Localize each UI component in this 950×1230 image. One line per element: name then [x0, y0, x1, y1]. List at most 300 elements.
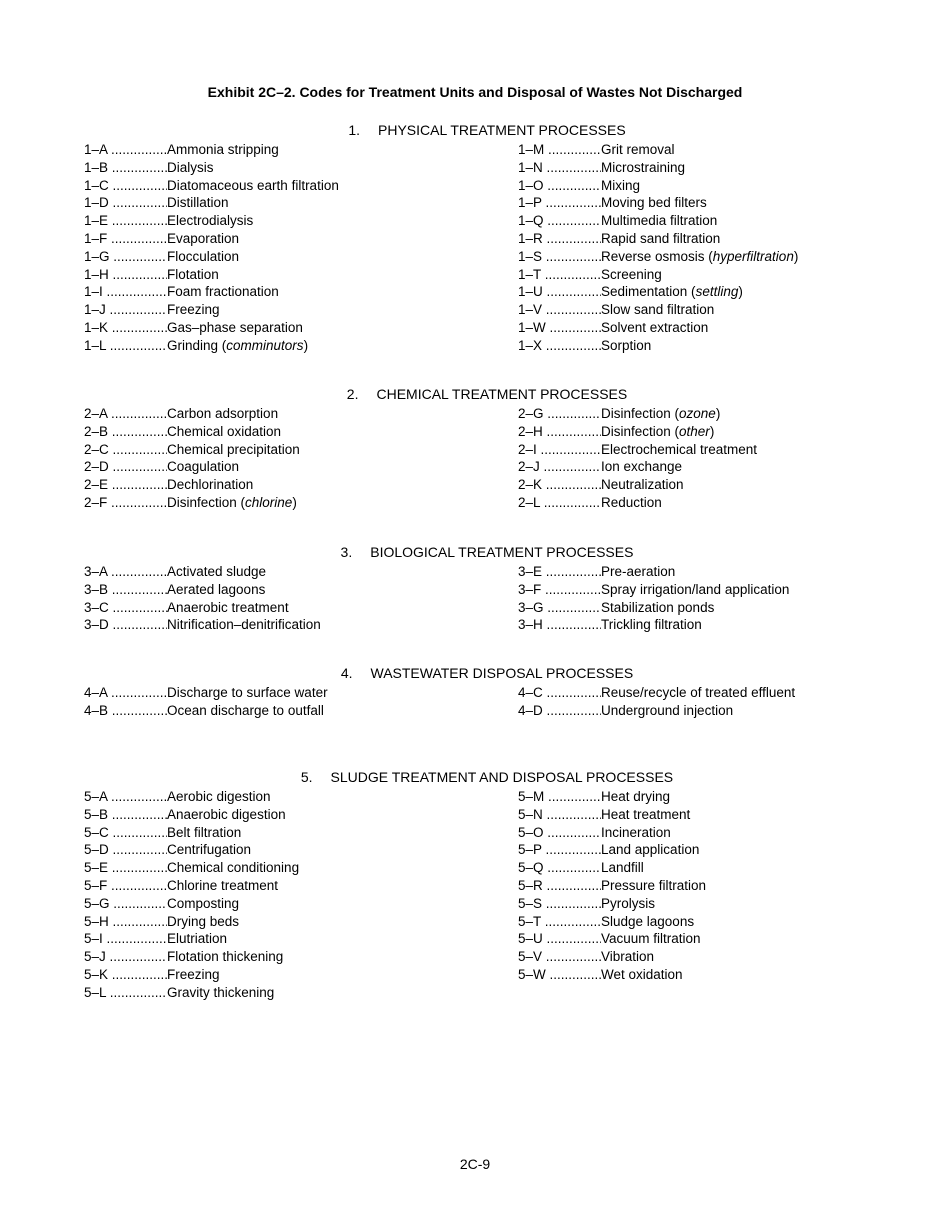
- code-entry: [84, 301, 339, 319]
- entry-label-text: Neutralization: [601, 477, 684, 493]
- entry-label-text: Spray irrigation/land application: [601, 581, 790, 597]
- code-entry: [518, 194, 798, 212]
- section-title: BIOLOGICAL TREATMENT PROCESSES: [370, 544, 634, 560]
- entry-code: 1–E .....: [84, 212, 167, 230]
- entry-label: [601, 563, 675, 581]
- entry-label: [601, 458, 682, 476]
- entry-code: 1–O .....: [518, 177, 601, 195]
- entry-code: 1–N .....: [518, 159, 601, 177]
- entry-code: 5–L .....: [84, 984, 167, 1002]
- entry-label: [167, 806, 286, 824]
- entry-label: [167, 616, 321, 634]
- entry-label: [167, 702, 324, 720]
- entry-label-text: Disinfection (: [167, 494, 246, 510]
- entry-label-text: Reuse/recycle of treated effluent: [601, 685, 796, 700]
- entry-code: 5–J .....: [84, 948, 167, 966]
- entry-label: [167, 337, 308, 355]
- entry-code: 5–P .....: [518, 841, 601, 859]
- page-number: 2C-9: [459, 1156, 491, 1172]
- entry-code: 5–K .....: [84, 966, 167, 984]
- entry-label-text: Foam fractionation: [167, 284, 279, 300]
- code-entry: [84, 599, 321, 617]
- entry-code: 4–B .....: [84, 702, 167, 720]
- entry-label-text: Chemical precipitation: [167, 441, 300, 457]
- entry-label: [167, 441, 300, 459]
- code-entry: [84, 141, 339, 159]
- code-entry: [518, 337, 798, 355]
- section-sludge-treatment: [0, 768, 950, 1002]
- code-entry: [84, 966, 299, 984]
- entry-label-text: Moving bed filters: [601, 195, 707, 211]
- left-column: [84, 141, 339, 355]
- entry-label-text: Trickling filtration: [601, 617, 702, 633]
- right-column: [518, 141, 798, 355]
- section-heading: [12, 664, 950, 682]
- entry-code: 5–V .....: [518, 948, 601, 966]
- entry-code: 5–N .....: [518, 806, 601, 824]
- entry-label-italic: settling: [695, 284, 739, 300]
- entry-label-text: Electrochemical treatment: [601, 441, 758, 457]
- entry-label-italic: ozone: [679, 406, 716, 421]
- entry-label-suffix: ): [715, 406, 721, 421]
- entry-label: [167, 859, 299, 877]
- entry-label: [601, 494, 662, 512]
- entry-label-text: Belt filtration: [167, 824, 242, 840]
- code-entry: [84, 337, 339, 355]
- entry-code: 2–F .....: [84, 494, 167, 512]
- entry-label-text: Vibration: [601, 949, 655, 965]
- entry-label: [601, 476, 684, 494]
- entry-code: 1–V .....: [518, 301, 601, 319]
- code-entry: [84, 458, 300, 476]
- section-title: CHEMICAL TREATMENT PROCESSES: [376, 386, 628, 402]
- right-column: [518, 405, 757, 512]
- code-entry: [518, 266, 798, 284]
- code-entry: [518, 948, 706, 966]
- entry-label-text: Pre-aeration: [601, 564, 676, 579]
- code-entry: [518, 702, 795, 720]
- entry-label: [601, 423, 714, 441]
- code-entry: [518, 405, 757, 423]
- entry-label-text: Reduction: [601, 494, 662, 510]
- entry-code: 4–A .....: [84, 684, 167, 702]
- entry-label: [601, 230, 720, 248]
- entry-label: [167, 141, 279, 159]
- entry-label-text: Stabilization ponds: [601, 599, 715, 615]
- entry-label: [601, 141, 675, 159]
- entry-code: 1–H .....: [84, 266, 167, 284]
- entry-label: [601, 405, 720, 423]
- entry-code: 1–G .....: [84, 248, 167, 266]
- code-entry: [518, 494, 757, 512]
- entry-label-text: Sorption: [601, 337, 652, 353]
- entry-label: [601, 283, 743, 301]
- code-entry: [84, 841, 299, 859]
- entry-label-text: Composting: [167, 895, 240, 911]
- entry-code: 1–L .....: [84, 337, 167, 355]
- entry-label: [167, 212, 253, 230]
- entry-label: [167, 966, 220, 984]
- code-entry: [518, 895, 706, 913]
- entry-label-text: Sludge lagoons: [601, 913, 695, 929]
- entry-label-text: Elutriation: [167, 931, 228, 947]
- code-entry: [518, 966, 706, 984]
- entry-label: [167, 913, 239, 931]
- code-entry: [518, 806, 706, 824]
- entry-label: [167, 895, 239, 913]
- right-column: [518, 563, 789, 634]
- entry-label-text: Freezing: [167, 966, 220, 982]
- entry-label-italic: chlorine: [245, 494, 293, 510]
- code-entry: [84, 230, 339, 248]
- entry-label-text: Gravity thickening: [167, 984, 275, 1000]
- entry-label-text: Aerobic digestion: [167, 789, 271, 804]
- entry-code: 5–G .....: [84, 895, 167, 913]
- entry-code: 2–H .....: [518, 423, 601, 441]
- code-entry: [518, 788, 706, 806]
- entry-label-text: Rapid sand filtration: [601, 230, 721, 246]
- entry-label: [601, 599, 714, 617]
- entry-label: [167, 177, 339, 195]
- entry-code: 1–X .....: [518, 337, 601, 355]
- entry-code: 1–B .....: [84, 159, 167, 177]
- entry-label: [167, 984, 274, 1002]
- entry-label: [167, 824, 241, 842]
- entry-label: [601, 301, 714, 319]
- entry-label-text: Flocculation: [167, 248, 240, 264]
- entry-code: 1–S .....: [518, 248, 601, 266]
- entry-label-text: Flotation thickening: [167, 949, 284, 965]
- section-title: SLUDGE TREATMENT AND DISPOSAL PROCESSES: [330, 769, 674, 785]
- entry-label-suffix: ): [303, 337, 309, 353]
- code-entry: [518, 616, 789, 634]
- code-entry: [518, 599, 789, 617]
- code-entry: [84, 930, 299, 948]
- entry-label-italic: other: [679, 423, 710, 439]
- entry-label-text: Flotation: [167, 266, 219, 282]
- entry-code: 1–J .....: [84, 301, 167, 319]
- entry-label: [601, 177, 640, 195]
- entry-label: [601, 194, 707, 212]
- entry-label-text: Sedimentation (: [601, 284, 696, 300]
- entry-label: [167, 930, 227, 948]
- code-entry: [84, 405, 300, 423]
- code-entry: [84, 177, 339, 195]
- section-number: 4.: [340, 665, 353, 681]
- entry-label-text: Grit removal: [601, 142, 675, 157]
- entry-label-text: Solvent extraction: [601, 319, 709, 335]
- entry-label: [601, 212, 717, 230]
- code-entry: [84, 948, 299, 966]
- entry-code: 5–C .....: [84, 824, 167, 842]
- code-entry: [84, 266, 339, 284]
- entry-label-suffix: ): [292, 494, 297, 510]
- entry-label-italic: comminutors: [226, 337, 304, 353]
- code-entry: [84, 194, 339, 212]
- entry-code: 1–P .....: [518, 194, 601, 212]
- entry-label-text: Coagulation: [167, 459, 240, 475]
- right-column: [518, 684, 795, 720]
- code-entry: [518, 248, 798, 266]
- code-entry: [518, 913, 706, 931]
- entry-code: 3–D .....: [84, 616, 167, 634]
- entry-label: [167, 230, 239, 248]
- entry-label: [601, 616, 702, 634]
- code-entry: [84, 788, 299, 806]
- entry-label: [167, 599, 289, 617]
- entry-label: [167, 877, 278, 895]
- code-entry: [518, 283, 798, 301]
- code-entry: [84, 494, 300, 512]
- entry-code: 2–E .....: [84, 476, 167, 494]
- entry-label-italic: hyperfiltration: [712, 248, 794, 264]
- entry-label-text: Centrifugation: [167, 842, 252, 858]
- section-number: 1.: [348, 122, 361, 138]
- entry-code: 5–O .....: [518, 824, 601, 842]
- entry-code: 5–D .....: [84, 841, 167, 859]
- code-entry: [84, 616, 321, 634]
- left-column: [84, 684, 328, 720]
- entry-label-text: Gas–phase separation: [167, 319, 303, 335]
- entry-label: [601, 859, 644, 877]
- entry-code: 3–F .....: [518, 581, 601, 599]
- entry-label: [601, 319, 708, 337]
- entry-label-text: Vacuum filtration: [601, 931, 701, 947]
- entry-label: [167, 283, 279, 301]
- entry-label-text: Microstraining: [601, 159, 686, 175]
- section-biological-treatment: [0, 543, 950, 635]
- entry-code: 2–D .....: [84, 458, 167, 476]
- entry-label-text: Anaerobic digestion: [167, 806, 286, 822]
- code-entry: [84, 877, 299, 895]
- entry-label-text: Underground injection: [601, 702, 734, 718]
- entry-code: 2–C .....: [84, 441, 167, 459]
- code-entry: [518, 458, 757, 476]
- entry-code: 1–D .....: [84, 194, 167, 212]
- entry-label: [601, 788, 670, 806]
- left-column: [84, 563, 321, 634]
- entry-code: 5–E .....: [84, 859, 167, 877]
- entry-code: 4–C .....: [518, 684, 601, 702]
- entry-code: 3–B .....: [84, 581, 167, 599]
- entry-label-text: Pressure filtration: [601, 877, 707, 893]
- code-entry: [518, 877, 706, 895]
- entry-label-text: Grinding (: [167, 337, 227, 353]
- entry-label-text: Chlorine treatment: [167, 877, 279, 893]
- code-entry: [84, 248, 339, 266]
- entry-code: 1–A .....: [84, 141, 167, 159]
- entry-code: 1–W .....: [518, 319, 601, 337]
- section-chemical-treatment: [0, 385, 950, 512]
- code-entry: [84, 859, 299, 877]
- entry-label-text: Activated sludge: [167, 564, 267, 579]
- entry-code: 1–C .....: [84, 177, 167, 195]
- section-heading: [12, 385, 950, 403]
- entry-code: 3–E .....: [518, 563, 601, 581]
- right-column: [518, 788, 706, 984]
- exhibit-title: Exhibit 2C–2. Codes for Treatment Units and Disposal of Wastes Not Discharged: [207, 84, 743, 100]
- entry-label-text: Slow sand filtration: [601, 302, 715, 318]
- entry-label: [601, 841, 699, 859]
- entry-code: 2–G .....: [518, 405, 601, 423]
- code-entry: [84, 159, 339, 177]
- entry-code: 3–H .....: [518, 616, 601, 634]
- entry-label: [601, 159, 685, 177]
- entry-label-text: Distillation: [167, 195, 229, 211]
- entry-label: [601, 266, 662, 284]
- entry-code: 5–I .....: [84, 930, 167, 948]
- entry-label: [167, 684, 328, 702]
- section-heading: [12, 543, 950, 561]
- entry-label: [601, 877, 706, 895]
- entry-label-text: Incineration: [601, 824, 671, 840]
- entry-label-suffix: ): [709, 423, 715, 439]
- code-entry: [84, 913, 299, 931]
- entry-label: [167, 494, 297, 512]
- left-column: [84, 788, 299, 1002]
- entry-label-text: Carbon adsorption: [167, 406, 279, 421]
- entry-label-text: Multimedia filtration: [601, 213, 718, 229]
- entry-label-text: Anaerobic treatment: [167, 599, 289, 615]
- entry-label: [167, 423, 281, 441]
- entry-code: 3–C .....: [84, 599, 167, 617]
- entry-label: [167, 458, 239, 476]
- code-entry: [518, 212, 798, 230]
- entry-code: 1–M .....: [518, 141, 601, 159]
- entry-label-text: Ocean discharge to outfall: [167, 702, 324, 718]
- entry-code: 1–K .....: [84, 319, 167, 337]
- entry-label: [601, 248, 798, 266]
- entry-label-text: Reverse osmosis (: [601, 248, 713, 264]
- section-physical-treatment: [0, 121, 950, 355]
- entry-label: [167, 266, 219, 284]
- code-entry: [518, 841, 706, 859]
- code-entry: [518, 423, 757, 441]
- entry-label-text: Chemical conditioning: [167, 860, 300, 876]
- entry-label: [601, 806, 690, 824]
- entry-code: 3–A .....: [84, 563, 167, 581]
- code-entry: [84, 319, 339, 337]
- entry-label: [601, 824, 671, 842]
- code-entry: [84, 581, 321, 599]
- entry-label: [601, 913, 694, 931]
- entry-label: [167, 319, 303, 337]
- entry-code: 1–R .....: [518, 230, 601, 248]
- entry-label: [601, 337, 651, 355]
- code-entry: [84, 423, 300, 441]
- section-heading: [12, 768, 950, 786]
- entry-label-text: Diatomaceous earth filtration: [167, 177, 339, 193]
- entry-label: [167, 948, 283, 966]
- entry-code: 1–T .....: [518, 266, 601, 284]
- entry-label-text: Drying beds: [167, 913, 240, 929]
- code-entry: [518, 824, 706, 842]
- entry-code: 1–I .....: [84, 283, 167, 301]
- code-entry: [518, 859, 706, 877]
- entry-code: 1–F .....: [84, 230, 167, 248]
- entry-code: 4–D .....: [518, 702, 601, 720]
- entry-code: 2–B .....: [84, 423, 167, 441]
- code-entry: [84, 476, 300, 494]
- entry-code: 5–R .....: [518, 877, 601, 895]
- section-title: WASTEWATER DISPOSAL PROCESSES: [370, 665, 634, 681]
- entry-code: 1–Q .....: [518, 212, 601, 230]
- entry-label: [167, 159, 214, 177]
- code-entry: [84, 984, 299, 1002]
- code-entry: [518, 177, 798, 195]
- code-entry: [84, 702, 328, 720]
- entry-label: [601, 684, 795, 702]
- code-entry: [518, 581, 789, 599]
- code-entry: [518, 563, 789, 581]
- entry-label-text: Freezing: [167, 302, 220, 318]
- entry-label-text: Aerated lagoons: [167, 581, 266, 597]
- entry-code: 2–L .....: [518, 494, 601, 512]
- code-entry: [84, 684, 328, 702]
- entry-label: [167, 581, 265, 599]
- entry-code: 1–U .....: [518, 283, 601, 301]
- entry-label-suffix: ): [738, 284, 743, 300]
- code-entry: [84, 895, 299, 913]
- entry-label-text: Ion exchange: [601, 459, 683, 475]
- entry-code: 5–S .....: [518, 895, 601, 913]
- entry-label-text: Heat treatment: [601, 806, 691, 822]
- entry-label-text: Nitrification–denitrification: [167, 617, 321, 633]
- entry-label: [601, 702, 733, 720]
- section-number: 3.: [340, 544, 353, 560]
- code-entry: [518, 684, 795, 702]
- entry-label: [601, 948, 654, 966]
- entry-label: [167, 301, 220, 319]
- entry-label-text: Chemical oxidation: [167, 423, 282, 439]
- entry-label: [167, 563, 266, 581]
- section-heading: [12, 121, 950, 139]
- entry-label: [167, 476, 253, 494]
- code-entry: [518, 476, 757, 494]
- entry-label-text: Ammonia stripping: [167, 142, 279, 157]
- entry-label-text: Dechlorination: [167, 477, 254, 493]
- entry-code: 5–M .....: [518, 788, 601, 806]
- entry-label-text: Disinfection (: [601, 406, 680, 421]
- entry-label-text: Evaporation: [167, 230, 240, 246]
- code-entry: [84, 824, 299, 842]
- code-entry: [84, 283, 339, 301]
- entry-code: 5–U .....: [518, 930, 601, 948]
- section-title: PHYSICAL TREATMENT PROCESSES: [378, 122, 626, 138]
- entry-label: [601, 581, 789, 599]
- code-entry: [84, 806, 299, 824]
- entry-code: 5–H .....: [84, 913, 167, 931]
- code-entry: [84, 563, 321, 581]
- entry-label-text: Discharge to surface water: [167, 685, 328, 700]
- entry-label: [601, 966, 683, 984]
- entry-code: 5–T .....: [518, 913, 601, 931]
- entry-label-text: Pyrolysis: [601, 895, 656, 911]
- entry-label-text: Electrodialysis: [167, 213, 254, 229]
- entry-label-suffix: ): [793, 248, 799, 264]
- entry-code: 3–G .....: [518, 599, 601, 617]
- entry-code: 2–A .....: [84, 405, 167, 423]
- code-entry: [518, 301, 798, 319]
- entry-label: [601, 895, 655, 913]
- entry-code: 5–B .....: [84, 806, 167, 824]
- entry-label-text: Disinfection (: [601, 423, 680, 439]
- section-wastewater-disposal: [0, 664, 950, 720]
- left-column: [84, 405, 300, 512]
- code-entry: [518, 319, 798, 337]
- entry-code: 5–Q .....: [518, 859, 601, 877]
- code-entry: [84, 212, 339, 230]
